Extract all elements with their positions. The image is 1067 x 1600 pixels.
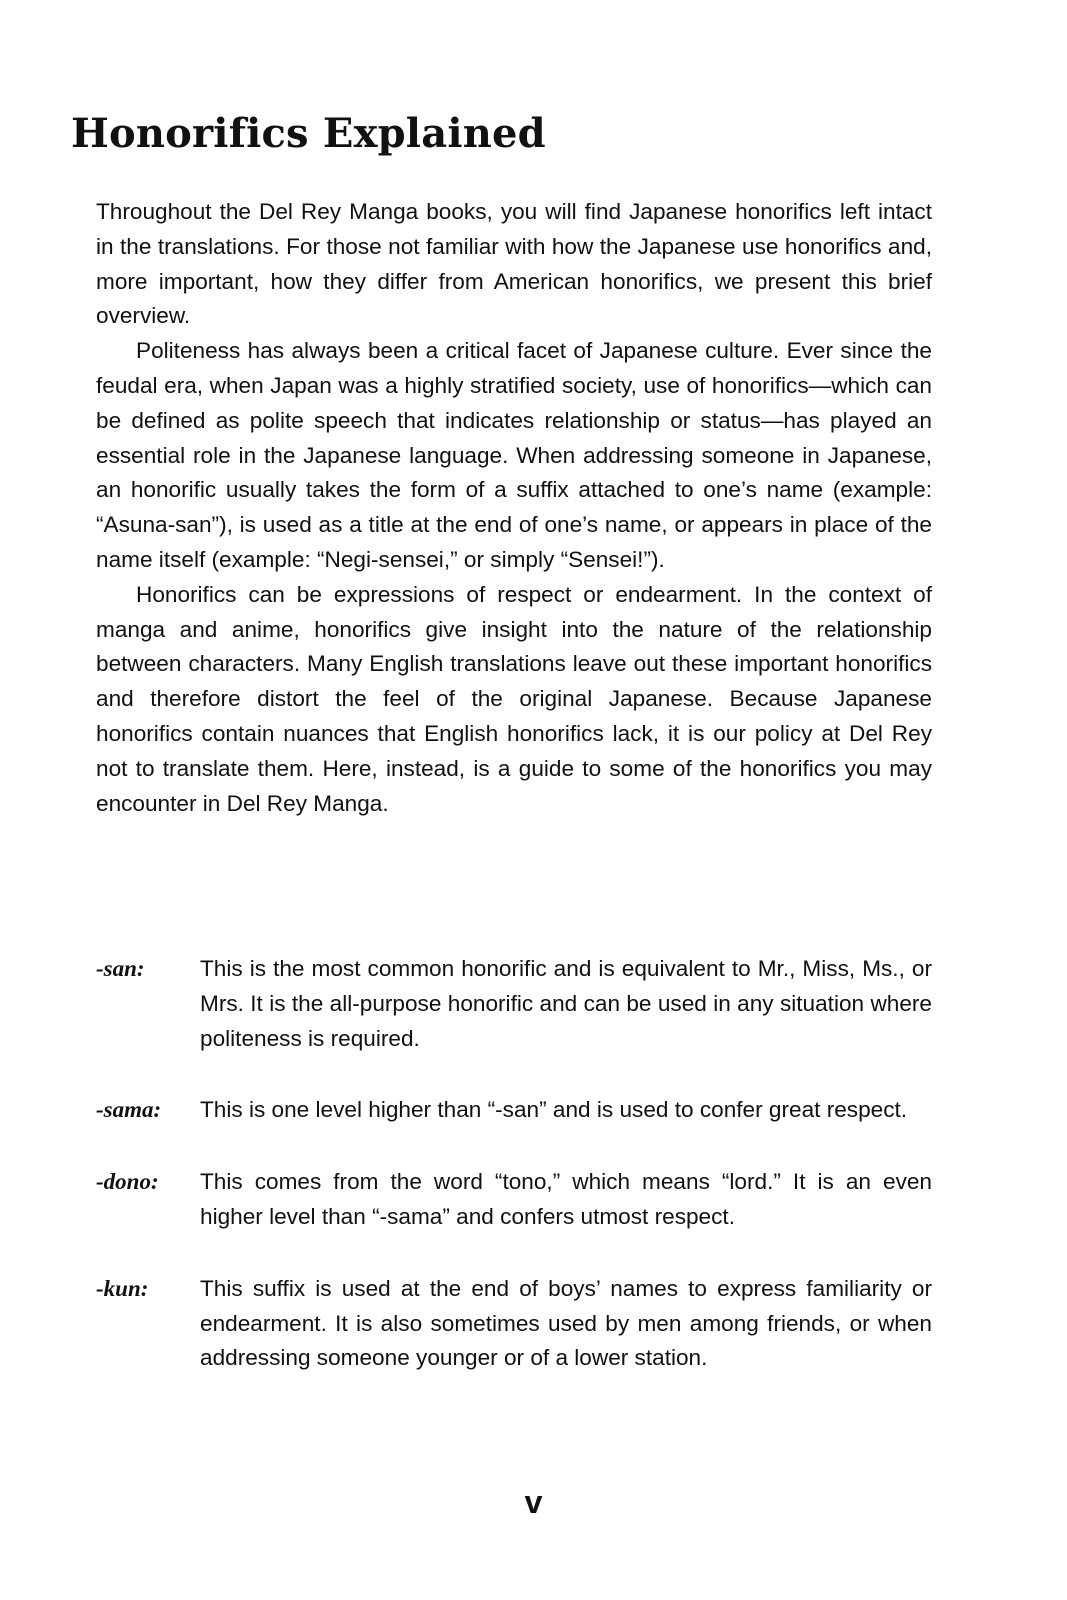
page-title: Honorifics Explained bbox=[71, 110, 546, 157]
honorific-definition: This suffix is used at the end of boys’ names to express familiarity or endearment. It is also sometimes used by men among friends, or when addressing someone younger or of a lower station. bbox=[200, 1275, 932, 1371]
intro-paragraph: Honorifics can be expressions of respect or endearment. In the context of manga and anime, honorifics give insight into the nature of the relationship between characters. Many English translations leave out these important honorifics and therefore distort the feel of the original Japanese. Because Japanese honorifics contain nuances that English honorifics lack, it is our policy at Del Rey not to translate them. Here, instead, is a guide to some of the honorifics you may encounter in Del Rey Manga. bbox=[96, 581, 932, 816]
honorific-entry-dono bbox=[96, 1165, 932, 1235]
honorific-term: -san: bbox=[96, 956, 145, 981]
honorific-entry-san bbox=[96, 952, 932, 1056]
honorific-definition: This is one level higher than “-san” and is used to confer great respect. bbox=[200, 1097, 908, 1123]
honorific-entry-sama bbox=[96, 1093, 932, 1128]
intro-text bbox=[96, 195, 932, 821]
intro-paragraph: Politeness has always been a critical facet of Japanese culture. Ever since the feudal era, when Japan was a highly stratified society, use of honorifics—which can be defined as polite speech that indicates relationship or status—has played an essential role in the Japanese language. When addressing someone in Japanese, an honorific usually takes the form of a suffix attached to one’s name (example: “Asuna-san”), is used as a title at the end of one’s name, or appears in place of the name itself (example: “Negi-sensei,” or simply “Sensei!”). bbox=[96, 338, 932, 572]
honorific-definition: This comes from the word “tono,” which means “lord.” It is an even higher level than “-sama” and confers utmost respect. bbox=[200, 1169, 932, 1229]
honorific-definition: This is the most common honorific and is equivalent to Mr., Miss, Ms., or Mrs. It is the all-purpose honorific and can be used in any situation where politeness is required. bbox=[200, 956, 932, 1051]
honorific-term: -kun: bbox=[96, 1275, 149, 1301]
honorific-term: -sama: bbox=[96, 1097, 162, 1123]
honorific-entry-kun bbox=[96, 1272, 932, 1376]
honorific-term: -dono: bbox=[96, 1169, 159, 1195]
intro-paragraph: Throughout the Del Rey Manga books, you will find Japanese honorifics left intact in the translations. For those not familiar with how the Japanese use honorifics and, more important, how they differ from American honorifics, we present this brief overview. bbox=[96, 199, 932, 329]
honorifics-list bbox=[96, 952, 932, 1413]
page-number: v bbox=[524, 1484, 543, 1520]
